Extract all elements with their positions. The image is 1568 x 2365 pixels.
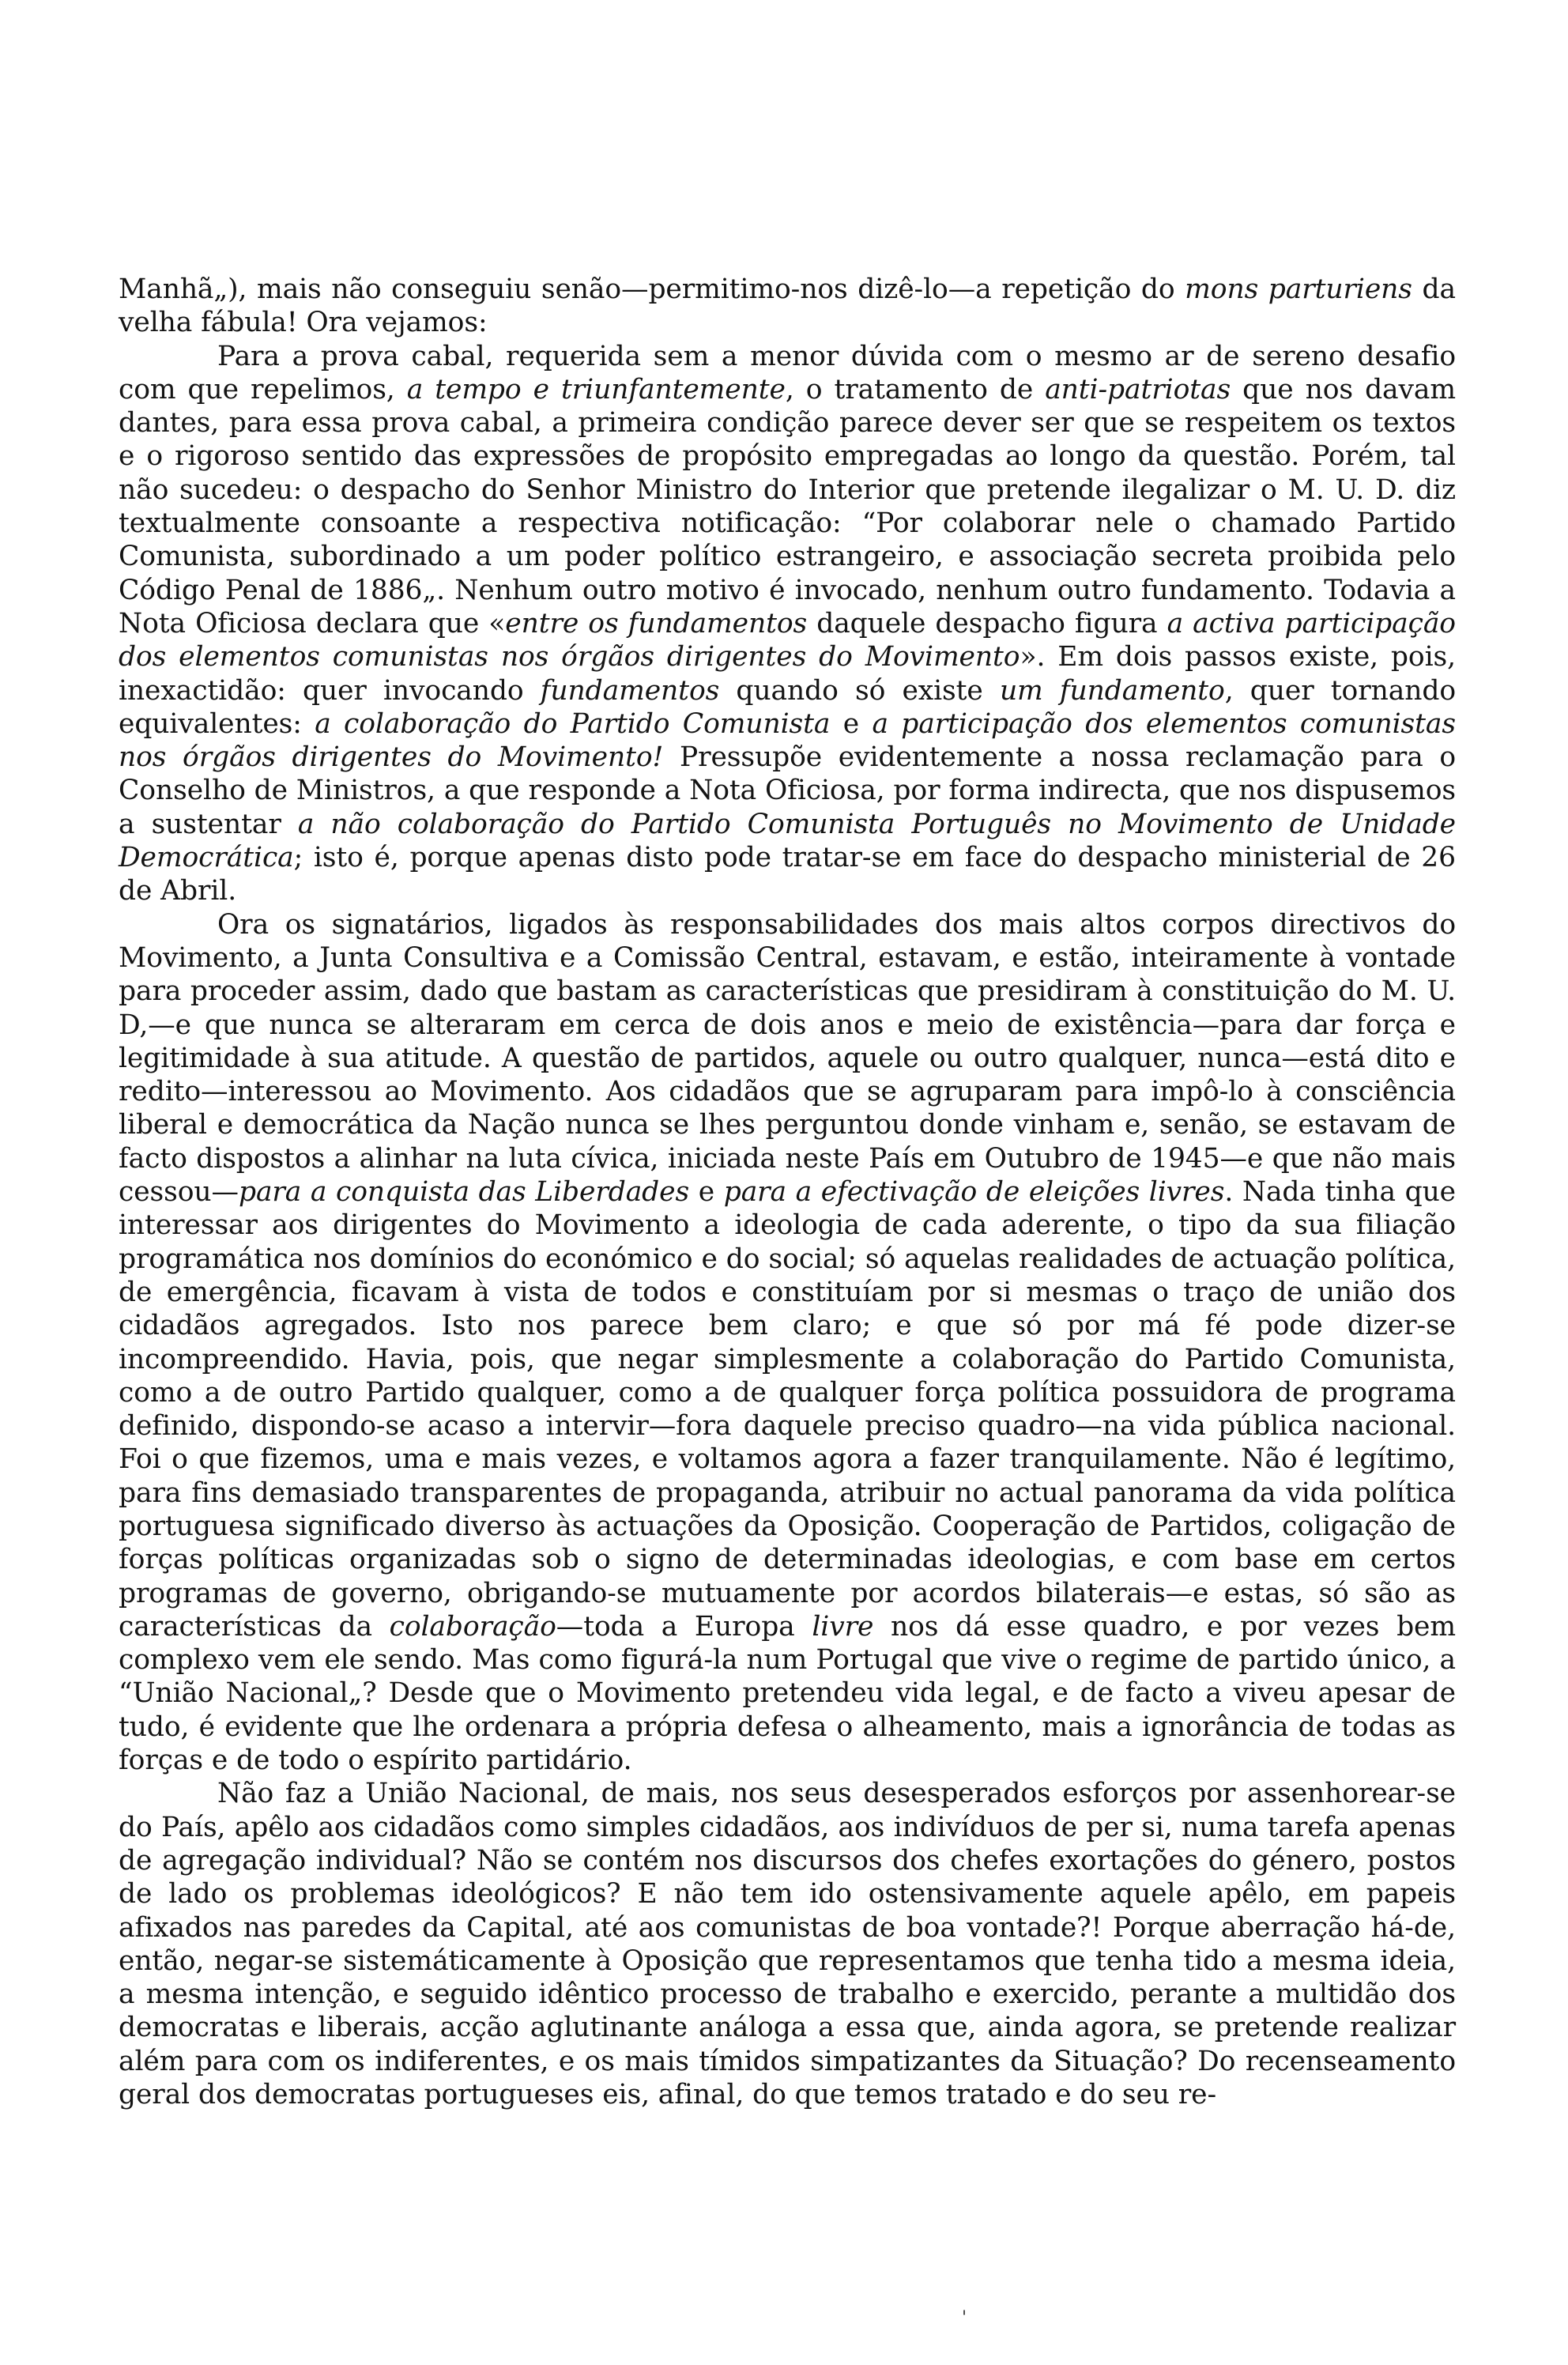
italic-run: para a efectivação de eleições livres (723, 1176, 1225, 1209)
text-run: . Nada tinha que interessar aos dirigentes do Movimento a ideologia de cada aderente, o tipo da sua filiação programática nos domínios do económico e do social; só aquelas realidades de actuação política, de emergência, ficavam à vista de todos e constituíam por si mesmas o traço de união dos cidadãos agregados. Isto nos parece bem claro; e que só por má fé pode dizer-se incompreendido. Havia, pois, que negar simplesmente a colaboração do Partido Comunista, como a de outro Partido qualquer, como a de qualquer força política possuidora de programa definido, dispondo-se acaso a intervir—fora daquele preciso quadro—na vida pública nacional. Foi o que fizemos, uma e mais vezes, e voltamos agora a fazer tranquilamente. Não é legítimo, para fins demasiado transparentes de propaganda, atribuir no actual panorama da vida política portuguesa significado diverso às actuações da Oposição. Cooperação de Partidos, coligação de forças políticas organizadas sob o signo de determinadas ideologias, e com base em certos programas de governo, obrigando-se mutuamente por acordos bilaterais—e estas, só são as características da (119, 1176, 1457, 1643)
italic-run: entre os fundamentos (505, 607, 808, 639)
italic-run: a não colaboração do Partido Comunista Português no Movimento de Unidade Democrática (119, 808, 1456, 874)
paragraph (119, 908, 1456, 1778)
text-run: , quer tornando equivalentes: (119, 674, 1456, 740)
paragraph (119, 1777, 1456, 2111)
text-run: nos dá esse quadro, e por vezes bem complexo vem ele sendo. Mas como figurá-la num Portugal que vive o regime de partido único, a “União Nacional„? Desde que o Movimento pretendeu vida legal, e de facto a viveu apesar de tudo, é evidente que lhe ordenara a própria defesa o alheamento, mais a ignorância de todas as forças e de todo o espírito partidário. (119, 1610, 1456, 1777)
text-run: , o tratamento de (785, 373, 1046, 405)
text-run: —toda a Europa (556, 1610, 812, 1643)
italic-run: fundamentos (540, 674, 720, 707)
text-run: e (689, 1176, 724, 1209)
italic-run: a activa participação dos elementos comunistas nos órgãos dirigentes do Movimento (119, 607, 1456, 673)
text-run: Pressupõe evidentemente a nossa reclamação para o Conselho de Ministros, a que responde a Nota Oficiosa, por forma indirecta, que nos dispusemos a sustentar (119, 741, 1456, 840)
italic-run: mons parturiens (1185, 273, 1412, 305)
text-run: ». Em dois passos existe, pois, inexactidão: quer invocando (119, 641, 1456, 707)
italic-run: a tempo e triunfantemente (406, 373, 786, 405)
page-mark: ' (962, 2308, 967, 2328)
text-run: Ora os signatários, ligados às responsabilidades dos mais altos corpos directivos do Movimento, a Junta Consultiva e a Comissão Central, estavam, e estão, inteiramente à vontade para proceder assim, dado que bastam as características que presidiram à constituição do M. U. D,—e que nunca se alteraram em cerca de dois anos e meio de existência—para dar força e legitimidade à sua atitude. A questão de partidos, aquele ou outro qualquer, nunca—está dito e redito—interessou ao Movimento. Aos cidadãos que se agruparam para impô-lo à consciência liberal e democrática da Nação nunca se lhes perguntou donde vinham e, senão, se estavam de facto dispostos a alinhar na luta cívica, iniciada neste País em Outubro de 1945—e que não mais cessou— (119, 908, 1456, 1209)
italic-run: colaboração (389, 1610, 556, 1643)
text-run: que nos davam dantes, para essa prova cabal, a primeira condição parece dever ser que se respeitem os textos e o rigoroso sentido das expressões de propósito empregadas ao longo da questão. Porém, tal não sucedeu: o despacho do Senhor Ministro do Interior que pretende ilegalizar o M. U. D. diz textualmente consoante a respectiva notificação: “Por colaborar nele o chamado Partido Comunista, subordinado a um poder político estrangeiro, e associação secreta proibida pelo Código Penal de 1886„. Nenhum outro motivo é invocado, nenhum outro fundamento. Todavia a Nota Oficiosa declara que « (119, 373, 1457, 639)
text-run: da velha fábula! Ora vejamos: (119, 273, 1456, 339)
italic-run: a colaboração do Partido Comunista (315, 707, 831, 740)
text-run: Para a prova cabal, requerida sem a menor dúvida com o mesmo ar de sereno desafio com que repelimos, (119, 340, 1456, 405)
text-run: Manhã„), mais não conseguiu senão—permitimo-nos dizê-lo—a repetição do (119, 273, 1185, 305)
text-run: Não faz a União Nacional, de mais, nos seus desesperados esforços por assenhorear-se do País, apêlo aos cidadãos como simples cidadãos, aos indivíduos de per si, numa tarefa apenas de agregação individual? Não se contém nos discursos dos chefes exortações do género, postos de lado os problemas ideológicos? E não tem ido ostensivamente aquele apêlo, em papeis afixados nas paredes da Capital, até aos comunistas de boa vontade?! Porque aberração há-de, então, negar-se sistemáticamente à Oposição que representamos que tenha tido a mesma ideia, a mesma intenção, e seguido idêntico processo de trabalho e exercido, perante a multidão dos democratas e liberais, acção aglutinante análoga a essa que, ainda agora, se pretende realizar além para com os indiferentes, e os mais tímidos simpatizantes da Situação? Do recenseamento geral dos democratas portugueses eis, afinal, do que temos tratado e do seu re- (119, 1778, 1456, 2111)
italic-run: anti-patriotas (1045, 373, 1231, 405)
italic-run: um fundamento (999, 674, 1225, 707)
italic-run: a participação dos elementos comunistas nos órgãos dirigentes do Movimento! (119, 707, 1456, 774)
paragraph (119, 273, 1456, 340)
italic-run: livre (812, 1610, 874, 1643)
text-run: ; isto é, porque apenas disto pode tratar-se em face do despacho ministerial de 26 de Abril. (119, 842, 1456, 907)
text-run: e (830, 707, 873, 740)
paragraph (119, 340, 1456, 908)
text-run: daquele despacho figura (807, 607, 1167, 639)
text-run: quando só existe (719, 674, 1000, 707)
italic-run: para a conquista das Liberdades (238, 1176, 690, 1209)
body-text (119, 273, 1456, 2111)
